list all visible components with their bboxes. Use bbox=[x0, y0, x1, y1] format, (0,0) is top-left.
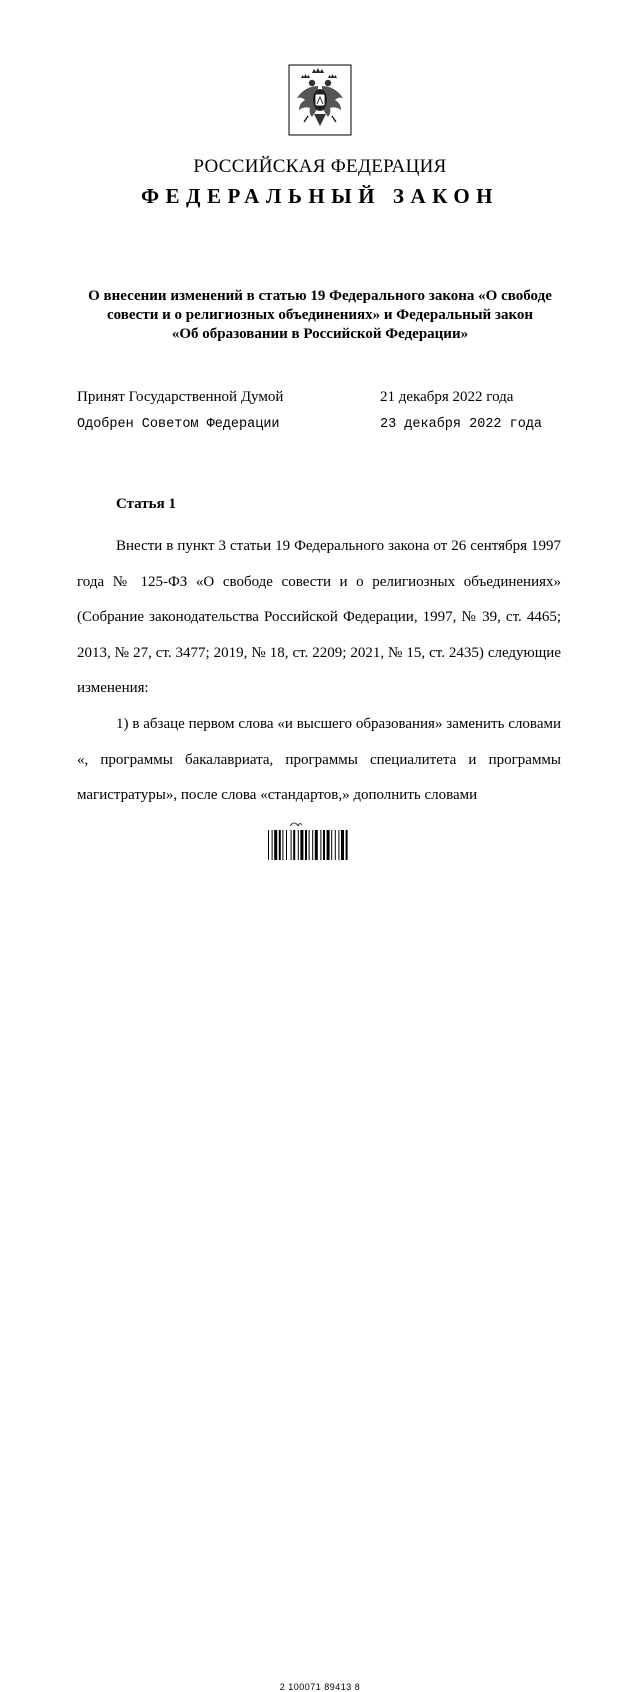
country-name: РОССИЙСКАЯ ФЕДЕРАЦИЯ bbox=[193, 156, 447, 177]
law-title bbox=[60, 287, 580, 344]
article-paragraph: Внести в пункт 3 статьи 19 Федерального закона от 26 сентября 1997 года № 125-ФЗ «О свободе совести и о религиозных объединениях» (Собрание законодательства Российской Федерации, 1997, № 39, ст. 4465; 2013, № 27, ст. 3477; 2019, № 18, ст. 2209; 2021, № 15, ст. 2435) следующие изменения: bbox=[77, 538, 561, 697]
barcode-icon bbox=[264, 820, 376, 864]
law-title-line: совести и о религиозных объединениях» и Федеральный закон bbox=[106, 307, 534, 323]
council-approval-label: Одобрен Советом Федерации bbox=[77, 417, 280, 432]
coat-of-arms-icon bbox=[288, 64, 352, 136]
article-heading: Статья 1 bbox=[116, 496, 176, 512]
document-barcode bbox=[264, 820, 376, 1692]
document-type: ФЕДЕРАЛЬНЫЙ ЗАКОН bbox=[141, 184, 499, 208]
council-approval-date: 23 декабря 2022 года bbox=[380, 417, 543, 432]
law-title-line: «Об образовании в Российской Федерации» bbox=[171, 326, 469, 342]
law-title-line: О внесении изменений в статью 19 Федерального закона «О свободе bbox=[88, 288, 552, 304]
article-paragraph: 1) в абзаце первом слова «и высшего образования» заменить словами «, программы бакалавриата, программы специалитета и программы магистратуры», после слова «стандартов,» дополнить словами bbox=[77, 715, 561, 804]
article-body bbox=[77, 529, 561, 814]
duma-adoption-date: 21 декабря 2022 года bbox=[380, 389, 514, 405]
barcode-number: 2 100071 89413 8 bbox=[279, 1682, 361, 1692]
duma-adoption-label: Принят Государственной Думой bbox=[77, 389, 284, 405]
